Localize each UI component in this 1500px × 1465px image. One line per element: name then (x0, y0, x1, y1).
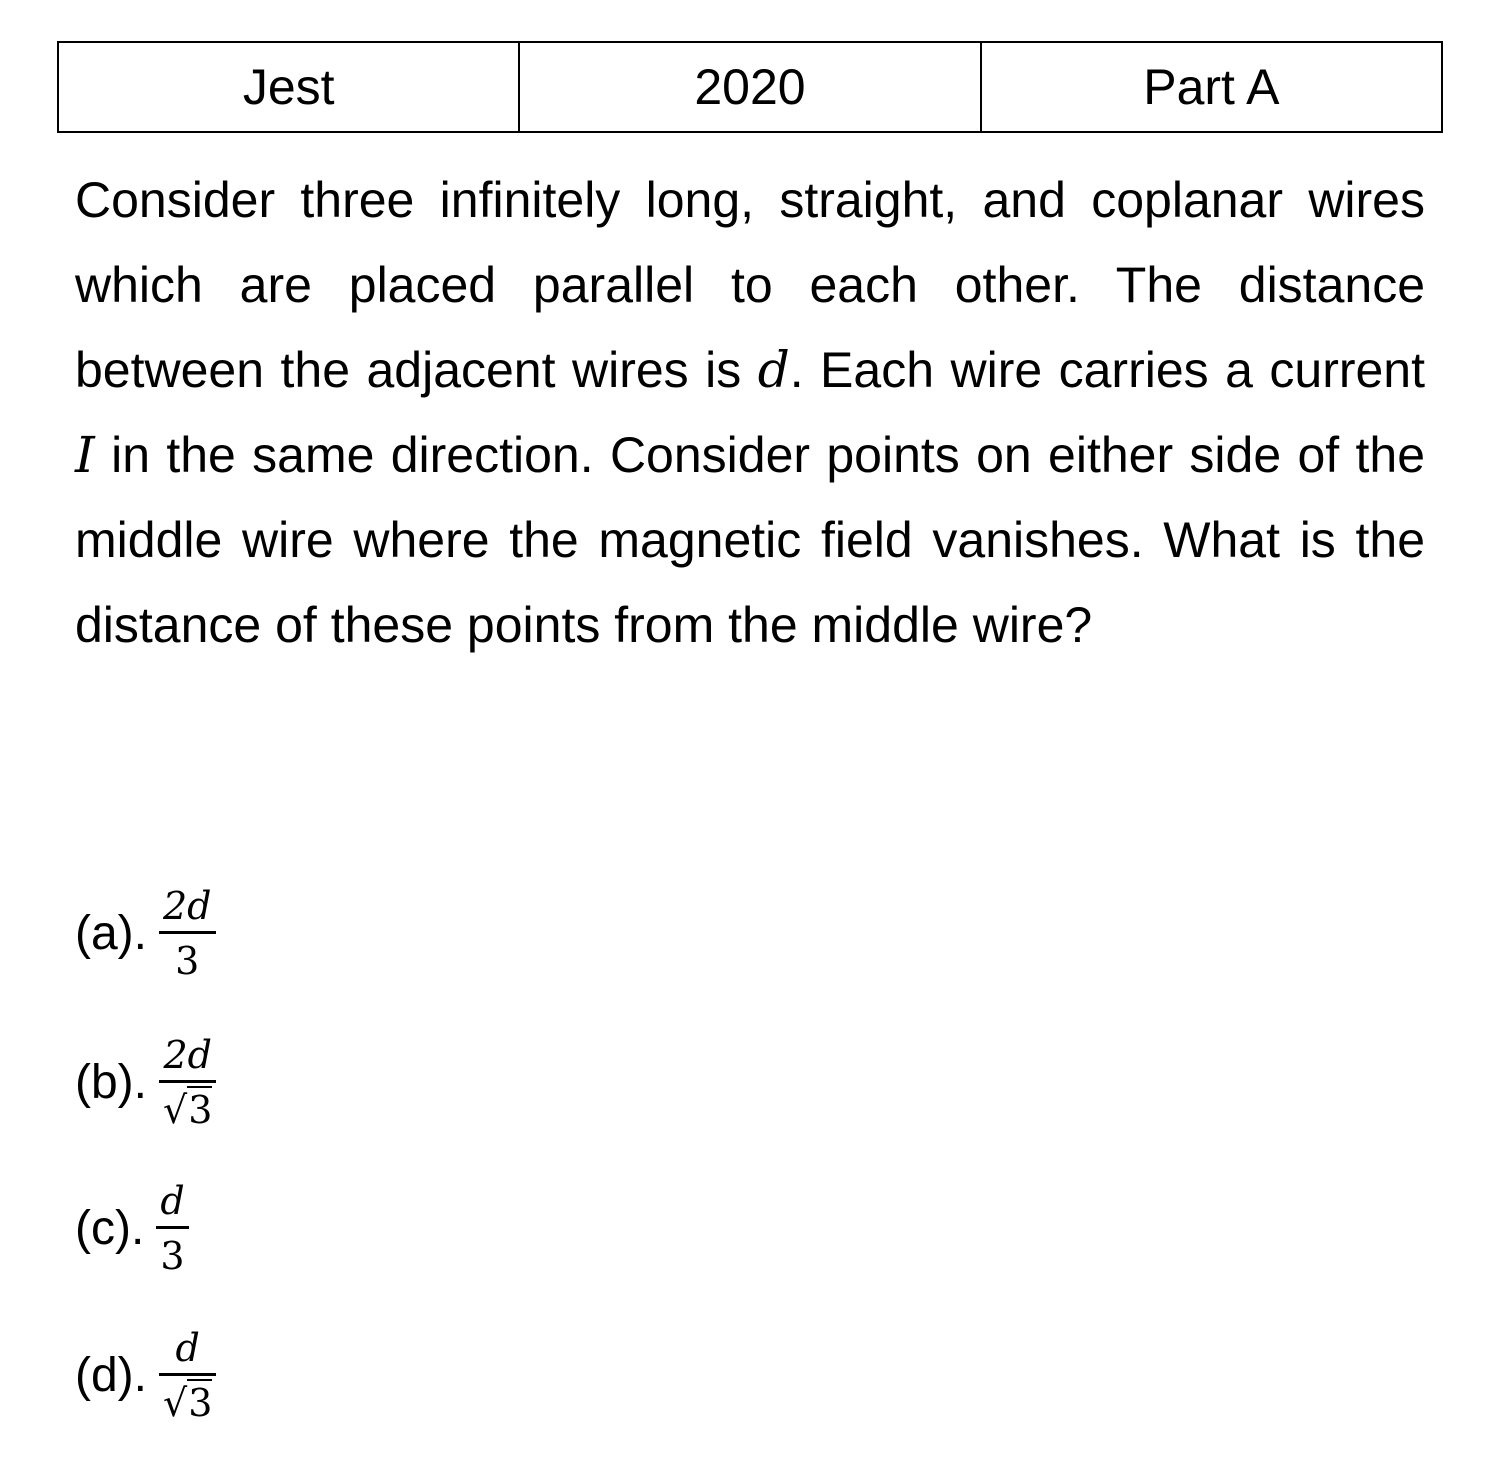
option-a[interactable] (75, 878, 216, 988)
option-d-fraction (159, 1325, 216, 1425)
question-part-1: Consider three infinitely long, straight, and coplanar wires which are placed parallel to each other. The distance between the adjacent wires is (75, 172, 1425, 398)
option-b-fraction (159, 1032, 216, 1132)
variable-d: d (757, 341, 790, 399)
option-d-denominator (159, 1376, 216, 1425)
option-a-fraction (159, 883, 216, 983)
question-part-2: . Each wire carries a current (789, 342, 1425, 398)
square-root-icon: √ (163, 1087, 188, 1132)
option-b[interactable] (75, 1027, 216, 1137)
option-d[interactable] (75, 1320, 216, 1430)
square-root-icon: √ (163, 1380, 188, 1425)
question-part-3: in the same direction. Consider points on either side of the middle wire where the magnetic field vanishes. What is the distance of these points from the middle wire? (75, 427, 1425, 653)
option-d-numerator: d (175, 1325, 200, 1370)
exam-name-cell: Jest (58, 42, 519, 132)
question-text (75, 158, 1425, 668)
option-b-label: (b). (75, 1055, 147, 1109)
option-c-fraction (156, 1178, 188, 1278)
variable-i: I (75, 426, 95, 484)
option-c-label: (c). (75, 1201, 145, 1255)
option-c-denominator: 3 (160, 1233, 185, 1278)
header-table (57, 41, 1443, 133)
header-row (58, 42, 1442, 132)
option-c[interactable] (75, 1173, 189, 1283)
option-b-numerator: 2d (163, 1032, 212, 1077)
exam-year-cell: 2020 (519, 42, 980, 132)
exam-part-cell: Part A (981, 42, 1442, 132)
option-b-denominator (159, 1083, 216, 1132)
option-d-radicand: 3 (188, 1380, 213, 1425)
option-b-radicand: 3 (188, 1087, 213, 1132)
option-a-label: (a). (75, 906, 147, 960)
option-d-label: (d). (75, 1348, 147, 1402)
option-a-numerator: 2d (163, 883, 212, 928)
option-c-numerator: d (160, 1178, 185, 1223)
option-a-denominator: 3 (175, 938, 200, 983)
